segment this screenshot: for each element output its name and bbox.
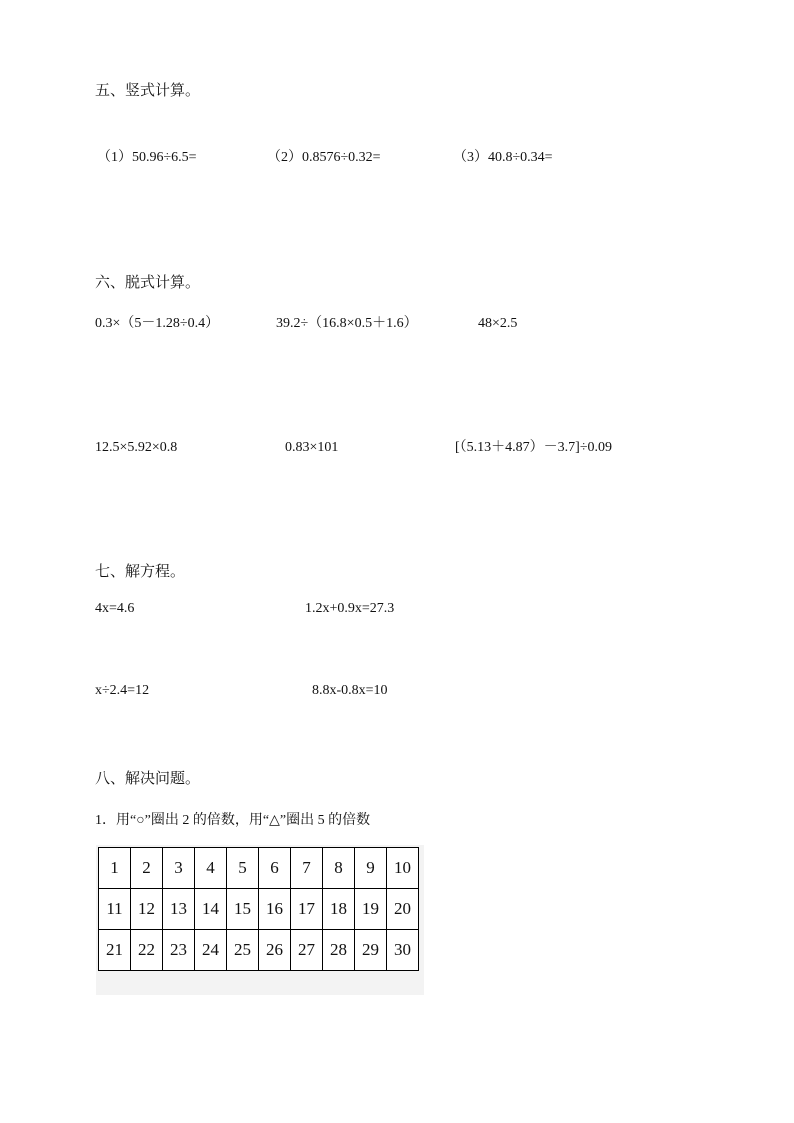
problem-6-1: 0.3×（5－1.28÷0.4） bbox=[95, 316, 220, 331]
grid-cell[interactable]: 6 bbox=[259, 848, 291, 889]
grid-row bbox=[99, 930, 419, 971]
grid-cell[interactable]: 15 bbox=[227, 889, 259, 930]
question-8-1: 1．用“○”圈出 2 的倍数，用“△”圈出 5 的倍数 bbox=[95, 813, 371, 828]
equation-2: 1.2x+0.9x=27.3 bbox=[305, 601, 395, 616]
section-5-title: 五、竖式计算。 bbox=[95, 83, 201, 99]
problem-5-2: （2）0.8576÷0.32= bbox=[267, 150, 381, 165]
grid-cell[interactable]: 11 bbox=[99, 889, 131, 930]
number-grid-container bbox=[96, 845, 424, 995]
grid-cell[interactable]: 23 bbox=[163, 930, 195, 971]
grid-cell[interactable]: 30 bbox=[387, 930, 419, 971]
grid-cell[interactable]: 4 bbox=[195, 848, 227, 889]
grid-cell[interactable]: 16 bbox=[259, 889, 291, 930]
section-6-title: 六、脱式计算。 bbox=[95, 275, 201, 291]
grid-cell[interactable]: 22 bbox=[131, 930, 163, 971]
grid-cell[interactable]: 20 bbox=[387, 889, 419, 930]
grid-cell[interactable]: 13 bbox=[163, 889, 195, 930]
equation-1: 4x=4.6 bbox=[95, 601, 135, 616]
grid-cell[interactable]: 10 bbox=[387, 848, 419, 889]
problem-6-2: 39.2÷（16.8×0.5＋1.6） bbox=[276, 316, 418, 331]
grid-cell[interactable]: 17 bbox=[291, 889, 323, 930]
grid-cell[interactable]: 9 bbox=[355, 848, 387, 889]
equation-3: x÷2.4=12 bbox=[95, 683, 150, 698]
grid-cell[interactable]: 26 bbox=[259, 930, 291, 971]
grid-row bbox=[99, 889, 419, 930]
grid-cell[interactable]: 19 bbox=[355, 889, 387, 930]
grid-cell[interactable]: 27 bbox=[291, 930, 323, 971]
grid-row bbox=[99, 848, 419, 889]
grid-cell[interactable]: 24 bbox=[195, 930, 227, 971]
grid-cell[interactable]: 2 bbox=[131, 848, 163, 889]
grid-cell[interactable]: 25 bbox=[227, 930, 259, 971]
equation-4: 8.8x-0.8x=10 bbox=[312, 683, 388, 698]
problem-6-4: 12.5×5.92×0.8 bbox=[95, 440, 178, 455]
grid-cell[interactable]: 1 bbox=[99, 848, 131, 889]
problem-6-5: 0.83×101 bbox=[285, 440, 339, 455]
problem-5-3: （3）40.8÷0.34= bbox=[453, 150, 553, 165]
section-7-title: 七、解方程。 bbox=[95, 564, 186, 580]
grid-cell[interactable]: 29 bbox=[355, 930, 387, 971]
problem-5-1: （1）50.96÷6.5= bbox=[97, 150, 197, 165]
grid-cell[interactable]: 14 bbox=[195, 889, 227, 930]
grid-cell[interactable]: 28 bbox=[323, 930, 355, 971]
grid-cell[interactable]: 3 bbox=[163, 848, 195, 889]
problem-6-6: [（5.13＋4.87）－3.7]÷0.09 bbox=[455, 440, 613, 455]
section-8-title: 八、解决问题。 bbox=[95, 771, 201, 787]
grid-cell[interactable]: 5 bbox=[227, 848, 259, 889]
grid-cell[interactable]: 18 bbox=[323, 889, 355, 930]
grid-cell[interactable]: 12 bbox=[131, 889, 163, 930]
grid-cell[interactable]: 8 bbox=[323, 848, 355, 889]
number-grid bbox=[98, 847, 419, 971]
grid-cell[interactable]: 21 bbox=[99, 930, 131, 971]
grid-cell[interactable]: 7 bbox=[291, 848, 323, 889]
problem-6-3: 48×2.5 bbox=[478, 316, 518, 331]
